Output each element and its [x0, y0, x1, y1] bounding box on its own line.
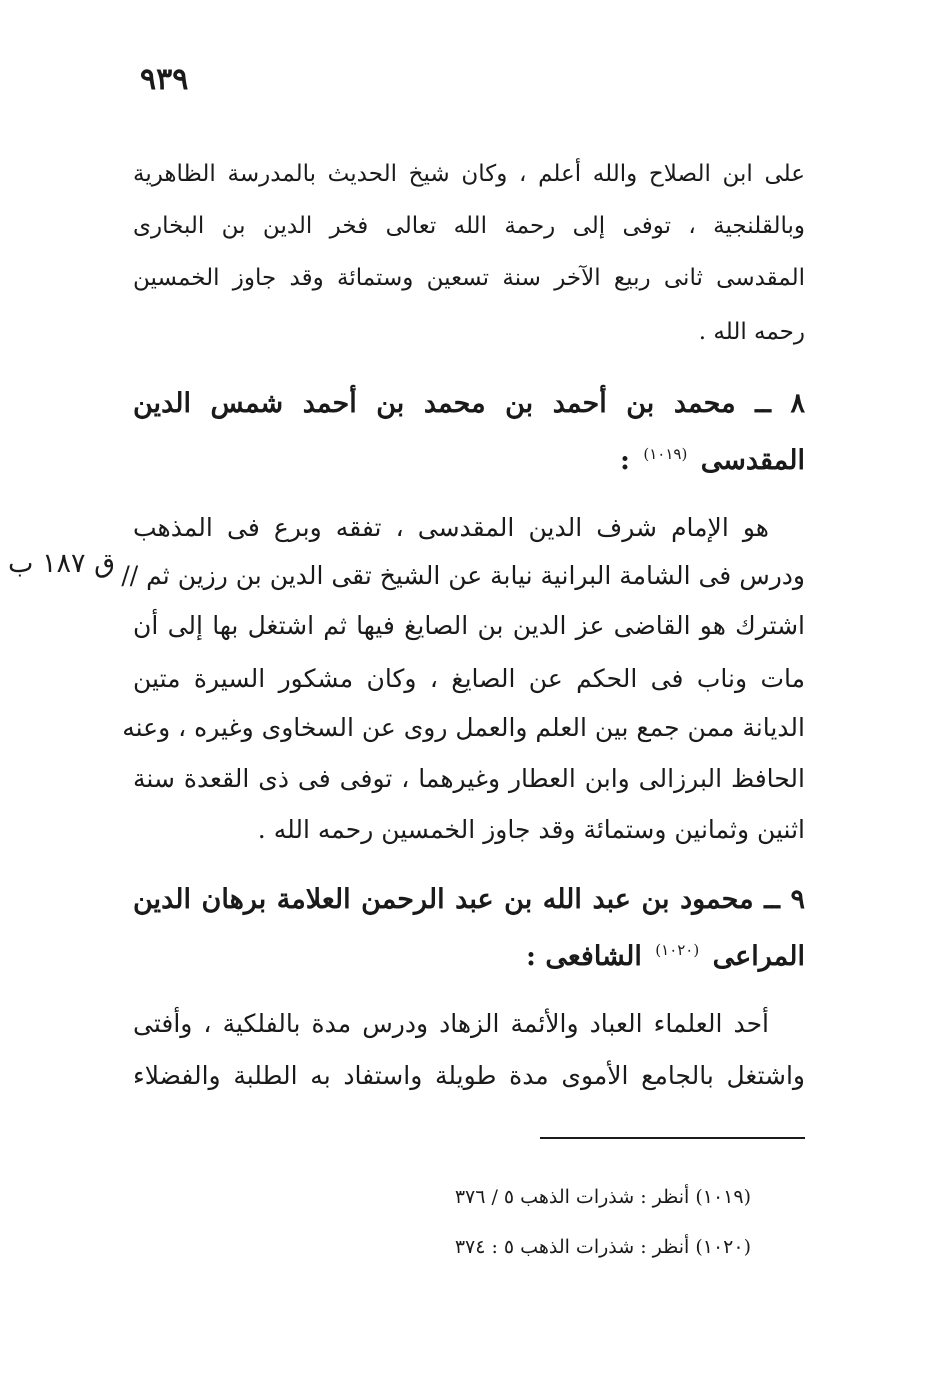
- paragraph-line: الحافظ البرزالى وابن العطار وغيرهما ، توفى فى ذى القعدة سنة: [133, 764, 805, 793]
- paragraph-line: أحد العلماء العباد والأئمة الزهاد ودرس مدة بالفلكية ، وأفتى: [133, 1009, 769, 1038]
- footnote-ref-1019: (١٠١٩): [643, 445, 688, 463]
- paragraph-line: اشترك هو القاضى عز الدين بن الصايغ فيها ثم اشتغل بها إلى أن: [133, 611, 805, 640]
- paragraph-line: مات وناب فى الحكم عن الصايغ ، وكان مشكور السيرة متين: [133, 664, 805, 693]
- entry-8-colon: :: [619, 445, 630, 476]
- paragraph-line: اثنين وثمانين وستمائة وقد جاوز الخمسين رحمه الله .: [257, 815, 805, 844]
- entry-9-heading: ٩ ــ محمود بن عبد الله بن عبد الرحمن العلامة برهان الدين: [133, 884, 805, 915]
- paragraph-line: الديانة ممن جمع بين العلم والعمل روى عن السخاوى وغيره ، وعنه: [122, 713, 805, 742]
- entry-8-name: المقدسى: [700, 445, 805, 476]
- entry-8-heading: ٨ ــ محمد بن أحمد بن محمد بن أحمد شمس الدين: [133, 388, 805, 419]
- paragraph-line: رحمه الله .: [698, 319, 805, 345]
- entry-8-heading-line-2: [133, 438, 805, 478]
- paragraph-line: على ابن الصلاح والله أعلم ، وكان شيخ الحديث بالمدرسة الظاهرية: [133, 161, 805, 187]
- entry-9-heading-line-2: [133, 934, 805, 974]
- page-number: ٩٣٩: [140, 62, 189, 97]
- entry-9-name-rest: الشافعى :: [526, 941, 642, 972]
- paragraph-line: واشتغل بالجامع الأموى مدة طويلة واستفاد به الطلبة والفضلاء: [133, 1061, 805, 1090]
- entry-9-name: المراعى: [712, 941, 805, 972]
- paragraph-line: ودرس فى الشامة البرانية نيابة عن الشيخ تقى الدين بن رزين ثم //: [121, 561, 805, 590]
- footnote-1020: (١٠٢٠) أنظر : شذرات الذهب ٥ : ٣٧٤: [454, 1236, 751, 1258]
- paragraph-line: المقدسى ثانى ربيع الآخر سنة تسعين وستمائة وقد جاوز الخمسين: [133, 265, 805, 291]
- footnote-ref-1020: (١٠٢٠): [655, 941, 700, 959]
- footnote-divider: [540, 1137, 805, 1139]
- paragraph-line: وبالقلنجية ، توفى إلى رحمة الله تعالى فخر الدين بن البخارى: [133, 213, 805, 239]
- footnote-1019: (١٠١٩) أنظر : شذرات الذهب ٥ / ٣٧٦: [454, 1186, 751, 1208]
- paragraph-line: هو الإمام شرف الدين المقدسى ، تفقه وبرع فى المذهب: [133, 513, 769, 542]
- margin-folio-note: ق ١٨٧ ب: [8, 548, 116, 579]
